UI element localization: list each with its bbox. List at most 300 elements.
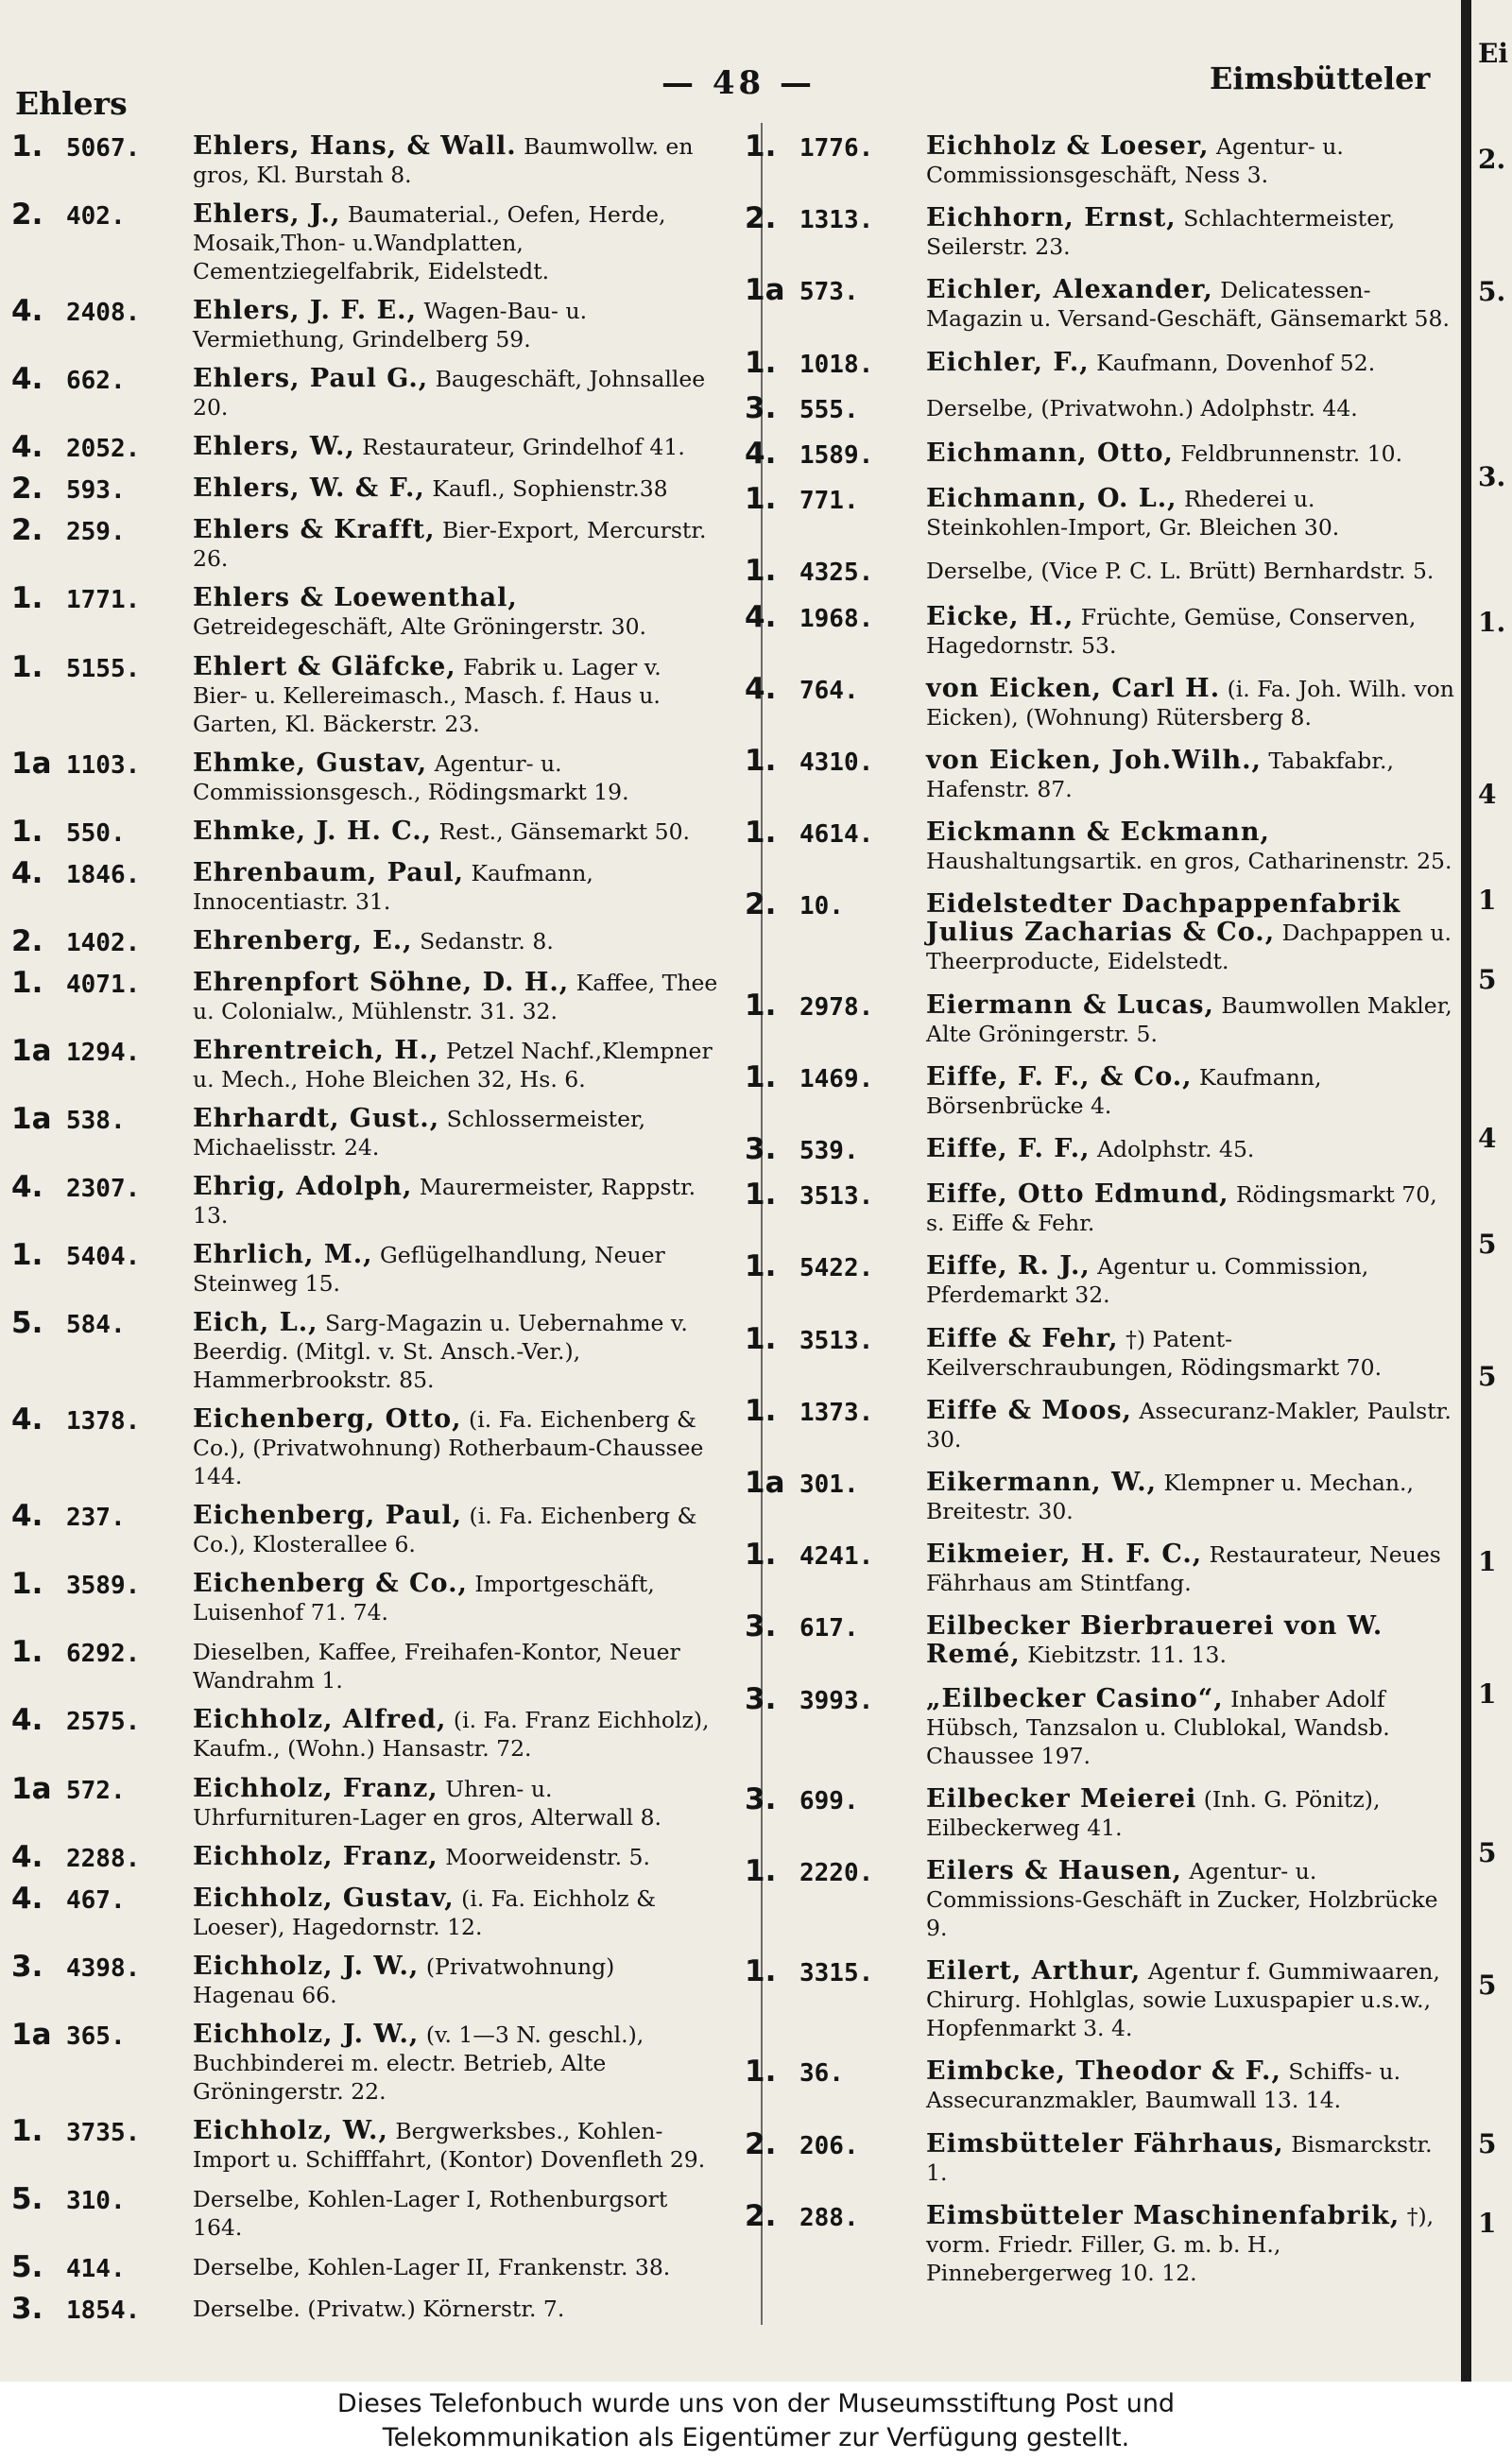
directory-entry — [11, 1567, 730, 1626]
subscriber-number: 3993. — [799, 1686, 874, 1715]
exchange-zone: 1. — [745, 345, 777, 380]
exchange-zone: 2. — [11, 198, 43, 232]
exchange-zone: 4. — [745, 599, 777, 634]
subscriber-name: Ehrlich, M., — [193, 1240, 373, 1270]
entry-text — [926, 204, 1463, 261]
cut-off-fragment: 1 — [1478, 885, 1497, 916]
directory-entry — [11, 1839, 730, 1874]
subscriber-name: Ehmke, J. H. C., — [193, 816, 433, 846]
phone-number — [11, 581, 193, 641]
exchange-zone: 1. — [11, 581, 43, 616]
directory-entry — [11, 923, 730, 958]
page-edge — [1461, 0, 1471, 2382]
directory-entry — [745, 1466, 1463, 1525]
subscriber-number: 550. — [66, 818, 126, 848]
subscriber-number: 584. — [66, 1311, 126, 1340]
footer-notice — [0, 2382, 1512, 2460]
entry-details: (i. Fa. Eichenberg & Co.), (Privatwohnung) Rotherbaum-Chaussee 144. — [193, 1406, 704, 1490]
subscriber-number: 1776. — [799, 134, 874, 163]
exchange-zone: 1. — [745, 1178, 777, 1213]
subscriber-name: Eichholz & Loeser, — [926, 131, 1210, 161]
subscriber-name: Ehlers & Loewenthal, — [193, 583, 518, 613]
footer-line-1: Dieses Telefonbuch wurde uns von der Museumsstiftung Post und — [336, 2389, 1176, 2418]
entry-text — [926, 2202, 1463, 2287]
directory-entry — [11, 2292, 730, 2326]
directory-entry — [745, 554, 1463, 589]
subscriber-number: 662. — [66, 367, 126, 396]
entry-text — [926, 394, 1463, 424]
subscriber-number: 3735. — [66, 2118, 141, 2147]
exchange-zone: 1. — [745, 988, 777, 1023]
phone-number — [745, 599, 926, 660]
entry-text — [926, 349, 1463, 379]
subscriber-name: Eichenberg & Co., — [193, 1569, 468, 1599]
entry-details: Baumwollw. en gros, Kl. Burstah 8. — [193, 133, 694, 188]
directory-entry — [745, 1393, 1463, 1454]
phone-number — [745, 1609, 926, 1669]
phone-number — [745, 129, 926, 189]
exchange-zone: 1. — [745, 816, 777, 851]
subscriber-number: 1854. — [66, 2297, 141, 2325]
running-head-right: Eimsbütteler — [1210, 60, 1431, 96]
entry-details: Agentur- u. Commissionsgesch., Rödingsmarkt 19. — [193, 749, 629, 805]
exchange-zone: 4. — [11, 1402, 43, 1437]
entry-text — [193, 365, 730, 421]
phone-number — [745, 201, 926, 261]
directory-entry — [745, 1781, 1463, 1842]
directory-entry — [11, 855, 730, 916]
cut-off-fragment: 1 — [1478, 1678, 1497, 1710]
entry-details: Kaufl., Sophienstr.38 — [432, 475, 668, 503]
entry-details: Petzel Nachf.,Klempner u. Mech., Hohe Bleichen 32, Hs. 6. — [193, 1037, 713, 1092]
directory-entry — [745, 439, 1463, 470]
exchange-zone: 2. — [745, 2126, 777, 2161]
exchange-zone: 1a — [11, 1771, 52, 1806]
subscriber-number: 573. — [799, 278, 859, 307]
subscriber-name: von Eicken, Carl H. — [926, 673, 1221, 703]
entry-details: Agentur- u. Commissions-Geschäft in Zucker, Holzbrücke 9. — [926, 1858, 1438, 1942]
subscriber-number: 4325. — [799, 559, 874, 588]
phone-number — [745, 390, 926, 425]
phone-number — [11, 965, 193, 1025]
cut-off-fragment: 2. — [1478, 144, 1506, 175]
subscriber-number: 4398. — [66, 1953, 141, 1983]
subscriber-number: 4614. — [799, 820, 874, 850]
subscriber-name: „Eilbecker Casino“, — [926, 1683, 1224, 1713]
entry-text — [193, 516, 730, 573]
entry-details: Klempner u. Mechan., Breitestr. 30. — [926, 1470, 1414, 1525]
entry-text — [926, 1180, 1463, 1237]
phone-number — [11, 200, 193, 285]
subscriber-number: 1313. — [799, 206, 874, 235]
directory-entry — [11, 294, 730, 353]
phone-number — [11, 129, 193, 189]
subscriber-name: Eiermann & Lucas, — [926, 989, 1214, 1020]
exchange-zone: 1. — [745, 1538, 777, 1573]
entry-text — [926, 991, 1463, 1048]
exchange-zone: 3. — [745, 1132, 777, 1167]
subscriber-number: 301. — [799, 1471, 859, 1500]
subscriber-number: 1378. — [66, 1407, 141, 1436]
subscriber-number: 764. — [799, 676, 859, 705]
entry-text — [926, 1685, 1463, 1770]
entry-text — [193, 2021, 730, 2106]
subscriber-number: 3513. — [799, 1182, 874, 1212]
entry-text — [193, 1405, 730, 1490]
entry-text — [926, 1063, 1463, 1120]
entry-text — [926, 276, 1463, 333]
subscriber-number: 5404. — [66, 1243, 141, 1272]
directory-entry — [11, 362, 730, 421]
entry-text — [193, 969, 730, 1025]
entry-text — [193, 817, 730, 848]
entry-text — [926, 2057, 1463, 2114]
subscriber-name: Eilbecker Meierei — [926, 1783, 1197, 1814]
subscriber-name: Eilbecker Bierbrauerei von W. Remé, — [926, 1611, 1383, 1670]
subscriber-name: Ehlers, Paul G., — [193, 364, 429, 394]
directory-entry — [745, 2198, 1463, 2287]
phone-number — [11, 1238, 193, 1298]
subscriber-number: 1018. — [799, 350, 874, 379]
exchange-zone: 1a — [745, 273, 785, 308]
subscriber-name: Eiffe, F. F., & Co., — [926, 1061, 1193, 1092]
subscriber-name: Eichhorn, Ernst, — [926, 203, 1177, 233]
entry-text — [193, 1775, 730, 1832]
entry-text — [193, 859, 730, 916]
entry-text — [193, 653, 730, 738]
subscriber-number: 4071. — [66, 970, 141, 999]
subscriber-name: Ehlers & Krafft, — [193, 515, 436, 545]
subscriber-number: 310. — [66, 2186, 126, 2215]
exchange-zone: 2. — [745, 2198, 777, 2233]
exchange-zone: 1. — [11, 965, 43, 1000]
exchange-zone: 1. — [745, 1059, 777, 1094]
phone-number — [745, 2198, 926, 2287]
exchange-zone: 1a — [11, 1033, 52, 1068]
entry-details: (i. Fa. Eichholz & Loeser), Hagedornstr. 12. — [193, 1884, 656, 1940]
phone-number — [11, 1402, 193, 1490]
phone-number — [11, 1170, 193, 1230]
exchange-zone: 4. — [11, 294, 43, 329]
subscriber-number: 3589. — [66, 1572, 141, 1601]
phone-number — [745, 1059, 926, 1120]
subscriber-name: Eich, L., — [193, 1308, 318, 1338]
subscriber-number: 365. — [66, 2021, 126, 2051]
entry-text — [193, 2295, 730, 2325]
subscriber-number: 771. — [799, 487, 859, 516]
cut-off-fragment: 5 — [1478, 1229, 1497, 1260]
subscriber-name: von Eicken, Joh.Wilh., — [926, 746, 1262, 776]
subscriber-name: Eidelstedter Dachpappenfabrik Julius Zacharias & Co., — [926, 889, 1401, 948]
entry-text — [926, 1469, 1463, 1525]
exchange-zone: 1. — [11, 1635, 43, 1670]
phone-number — [745, 439, 926, 470]
entry-details: Sarg-Magazin u. Uebernahme v. Beerdig. (Mitgl. v. St. Ansch.-Ver.), Hammerbrookstr. 85. — [193, 1310, 688, 1394]
entry-text — [193, 749, 730, 806]
phone-number — [745, 1781, 926, 1842]
entry-details: Dachpappen u. Theerproducte, Eidelstedt. — [926, 920, 1452, 975]
subscriber-name: Eimsbütteler Maschinenfabrik, — [926, 2200, 1400, 2230]
subscriber-name: Eichmann, O. L., — [926, 484, 1177, 514]
subscriber-name: Eiffe & Fehr, — [926, 1323, 1119, 1353]
cut-off-fragment: 5 — [1478, 1970, 1497, 2001]
phone-number — [745, 554, 926, 589]
entry-text — [193, 584, 730, 641]
directory-entry — [11, 1949, 730, 2009]
right-column — [745, 129, 1463, 2287]
entry-details: Schlossermeister, Michaelisstr. 24. — [193, 1105, 646, 1161]
subscriber-number: 3513. — [799, 1326, 874, 1355]
entry-text — [926, 557, 1463, 587]
directory-entry — [745, 482, 1463, 542]
phone-number — [11, 1703, 193, 1763]
entry-details: (i. Fa. Franz Eichholz), Kaufm., (Wohn.) Hansastr. 72. — [193, 1707, 710, 1763]
directory-entry — [745, 671, 1463, 731]
directory-entry — [745, 345, 1463, 380]
entry-text — [926, 1397, 1463, 1454]
subscriber-name: Ehrentreich, H., — [193, 1035, 439, 1065]
subscriber-number: 2575. — [66, 1708, 141, 1737]
subscriber-name: Ehlers, W., — [193, 432, 355, 462]
exchange-zone: 1. — [745, 129, 777, 163]
directory-entry — [745, 201, 1463, 261]
exchange-zone: 1a — [11, 1101, 52, 1136]
subscriber-name: Ehrenpfort Söhne, D. H., — [193, 967, 570, 997]
subscriber-number: 2288. — [66, 1844, 141, 1873]
phone-number — [745, 2126, 926, 2187]
exchange-zone: 1. — [745, 2055, 777, 2090]
directory-entry — [745, 129, 1463, 189]
exchange-zone: 3. — [745, 1609, 777, 1644]
cut-off-fragment: 1 — [1478, 1546, 1497, 1577]
directory-entry — [11, 200, 730, 285]
exchange-zone: 1. — [745, 1393, 777, 1428]
subscriber-name: Eiffe, R. J., — [926, 1251, 1091, 1282]
subscriber-name: Ehrenberg, E., — [193, 925, 413, 955]
exchange-zone: 4. — [11, 1170, 43, 1204]
exchange-zone: 5. — [11, 1306, 43, 1341]
phone-number — [11, 855, 193, 916]
phone-number — [11, 2292, 193, 2326]
entry-details: Sedanstr. 8. — [420, 927, 554, 955]
entry-details: Derselbe, Kohlen-Lager II, Frankenstr. 38. — [193, 2253, 671, 2280]
entry-details: Fabrik u. Lager v. Bier- u. Kellereimasch., Masch. f. Haus u. Garten, Kl. Bäckerstr. 23. — [193, 653, 662, 737]
left-column — [11, 129, 730, 2326]
subscriber-name: Eicke, H., — [926, 601, 1074, 631]
directory-entry — [11, 1101, 730, 1161]
exchange-zone: 4. — [11, 362, 43, 397]
entry-details: Delicatessen-Magazin u. Versand-Geschäft, Gänsemarkt 58. — [926, 277, 1450, 333]
exchange-zone: 1. — [745, 1954, 777, 1989]
entry-text — [193, 1638, 730, 1694]
directory-entry — [11, 513, 730, 573]
subscriber-name: Eichholz, Gustav, — [193, 1883, 455, 1913]
exchange-zone: 4. — [11, 1703, 43, 1738]
entry-text — [926, 818, 1463, 875]
entry-details: Kaufmann, Innocentiastr. 31. — [193, 859, 593, 915]
cut-off-fragment: 4 — [1478, 779, 1497, 810]
directory-entry — [11, 1499, 730, 1558]
entry-details: Rest., Gänsemarkt 50. — [438, 817, 691, 845]
entry-text — [193, 2117, 730, 2174]
subscriber-number: 1968. — [799, 604, 874, 633]
directory-entry — [11, 1238, 730, 1298]
phone-number — [11, 1033, 193, 1093]
subscriber-number: 1402. — [66, 928, 141, 957]
exchange-zone: 1. — [11, 129, 43, 163]
subscriber-number: 593. — [66, 476, 126, 506]
exchange-zone: 4. — [745, 437, 777, 472]
entry-details: Kaffee, Thee u. Colonialw., Mühlenstr. 31. 32. — [193, 969, 718, 1024]
exchange-zone: 1. — [745, 554, 777, 589]
subscriber-name: Eichholz, J. W., — [193, 1951, 420, 1981]
directory-entry — [11, 2113, 730, 2174]
directory-entry — [11, 1771, 730, 1832]
subscriber-number: 5422. — [799, 1254, 874, 1283]
directory-entry — [745, 1132, 1463, 1167]
subscriber-name: Eickmann & Eckmann, — [926, 817, 1270, 848]
entry-text — [193, 297, 730, 353]
exchange-zone: 1a — [11, 746, 52, 781]
exchange-zone: 1. — [11, 814, 43, 849]
subscriber-name: Ehrig, Adolph, — [193, 1172, 413, 1201]
entry-text — [926, 2130, 1463, 2187]
subscriber-number: 555. — [799, 395, 859, 424]
phone-number — [745, 1681, 926, 1770]
entry-details: Feldbrunnenstr. 10. — [1180, 440, 1403, 468]
page-number: — 48 — — [662, 64, 816, 102]
directory-entry — [745, 1059, 1463, 1120]
entry-text — [193, 1309, 730, 1394]
phone-number — [11, 362, 193, 421]
exchange-zone: 3. — [745, 390, 777, 425]
entry-text — [193, 474, 730, 505]
subscriber-number: 288. — [799, 2203, 859, 2232]
subscriber-number: 237. — [66, 1504, 126, 1533]
entry-details: Schiffs- u. Assecuranzmakler, Baumwall 13. 14. — [926, 2058, 1401, 2114]
subscriber-number: 402. — [66, 202, 126, 232]
exchange-zone: 1. — [745, 1249, 777, 1284]
phone-number — [11, 814, 193, 849]
subscriber-name: Eilers & Hausen, — [926, 1856, 1182, 1886]
exchange-zone: 5. — [11, 2249, 43, 2284]
phone-number — [745, 1854, 926, 1942]
running-head-left: Ehlers — [15, 85, 128, 122]
entry-details: Restaurateur, Grindelhof 41. — [362, 434, 685, 461]
phone-number — [11, 1567, 193, 1626]
directory-entry — [11, 129, 730, 189]
phone-number — [11, 474, 193, 505]
directory-entry — [11, 1881, 730, 1941]
subscriber-number: 2978. — [799, 992, 874, 1022]
subscriber-name: Eichler, F., — [926, 347, 1090, 377]
entry-details: Agentur- u. Commissionsgeschäft, Ness 3. — [926, 133, 1344, 188]
directory-entry — [11, 2249, 730, 2284]
subscriber-number: 467. — [66, 1885, 126, 1915]
exchange-zone: 1. — [745, 1321, 777, 1356]
phone-number — [11, 1101, 193, 1161]
directory-entry — [11, 1703, 730, 1763]
subscriber-name: Ehmke, Gustav, — [193, 748, 428, 778]
exchange-zone: 2. — [11, 472, 43, 507]
directory-entry — [11, 1170, 730, 1230]
entry-text — [926, 890, 1463, 975]
entry-text — [926, 1325, 1463, 1382]
subscriber-number: 1373. — [799, 1398, 874, 1427]
entry-details: Maurermeister, Rappstr. 13. — [193, 1174, 696, 1229]
entry-details: Moorweidenstr. 5. — [445, 1843, 650, 1870]
subscriber-number: 1589. — [799, 441, 874, 471]
phone-number — [11, 1635, 193, 1694]
entry-text — [193, 1706, 730, 1763]
entry-text — [926, 132, 1463, 189]
phone-number — [745, 1540, 926, 1597]
subscriber-name: Eiffe, F. F., — [926, 1134, 1091, 1164]
subscriber-name: Ehlers, J. F. E., — [193, 296, 417, 326]
exchange-zone: 2. — [745, 887, 777, 922]
cut-off-fragment: 5. — [1478, 276, 1506, 307]
exchange-zone: 1. — [745, 1854, 777, 1889]
cut-off-fragment: 4 — [1478, 1123, 1497, 1154]
phone-number — [745, 1180, 926, 1237]
entry-text — [193, 132, 730, 189]
subscriber-number: 1469. — [799, 1064, 874, 1093]
phone-number — [11, 923, 193, 958]
subscriber-name: Eichholz, Alfred, — [193, 1705, 447, 1735]
directory-entry — [745, 390, 1463, 425]
entry-details: Kiebitzstr. 11. 13. — [1027, 1642, 1227, 1669]
subscriber-number: 5067. — [66, 134, 141, 163]
exchange-zone: 2. — [11, 923, 43, 958]
entry-text — [193, 1843, 730, 1873]
directory-entry — [11, 649, 730, 738]
footer-line-2: Telekommunikation als Eigentümer zur Verfügung gestellt. — [382, 2423, 1130, 2452]
subscriber-name: Eichler, Alexander, — [926, 275, 1213, 305]
cut-off-fragment: 5 — [1478, 2128, 1497, 2159]
entry-text — [193, 1502, 730, 1558]
directory-entry — [11, 814, 730, 849]
entry-details: Derselbe, (Vice P. C. L. Brütt) Bernhardstr. 5. — [926, 558, 1435, 585]
directory-entry — [745, 2057, 1463, 2114]
subscriber-number: 3315. — [799, 1959, 874, 1988]
entry-text — [926, 1612, 1463, 1669]
subscriber-name: Eiffe & Moos, — [926, 1395, 1132, 1425]
phone-number — [745, 1466, 926, 1525]
entry-details: Agentur f. Gummiwaaren, Chirurg. Hohlglas, sowie Luxuspapier u.s.w., Hopfenmarkt 3. 4. — [926, 1958, 1440, 2042]
subscriber-name: Eichholz, W., — [193, 2115, 388, 2145]
phone-number — [11, 1306, 193, 1394]
entry-details: Agentur u. Commission, Pferdemarkt 32. — [926, 1253, 1369, 1309]
entry-text — [193, 1241, 730, 1298]
subscriber-number: 4310. — [799, 748, 874, 778]
entry-text — [193, 927, 730, 957]
exchange-zone: 1. — [11, 1238, 43, 1273]
subscriber-number: 1846. — [66, 860, 141, 889]
directory-entry — [11, 1402, 730, 1490]
entry-details: Assecuranz-Makler, Paulstr. 30. — [926, 1397, 1452, 1453]
directory-entry — [745, 744, 1463, 803]
entry-details: Inhaber Adolf Hübsch, Tanzsalon u. Clublokal, Wandsb. Chaussee 197. — [926, 1685, 1390, 1769]
subscriber-number: 2307. — [66, 1175, 141, 1203]
exchange-zone: 5. — [11, 2181, 43, 2216]
entry-details: Uhren- u. Uhrfurnituren-Lager en gros, Alterwall 8. — [193, 1775, 662, 1831]
entry-details: Kaufmann, Börsenbrücke 4. — [926, 1063, 1322, 1119]
phone-number — [745, 988, 926, 1048]
phone-number — [745, 671, 926, 731]
entry-details: (Inh. G. Pönitz), Eilbeckerweg 41. — [926, 1785, 1381, 1841]
next-page-fragment — [1474, 38, 1512, 2344]
directory-entry — [11, 474, 730, 505]
